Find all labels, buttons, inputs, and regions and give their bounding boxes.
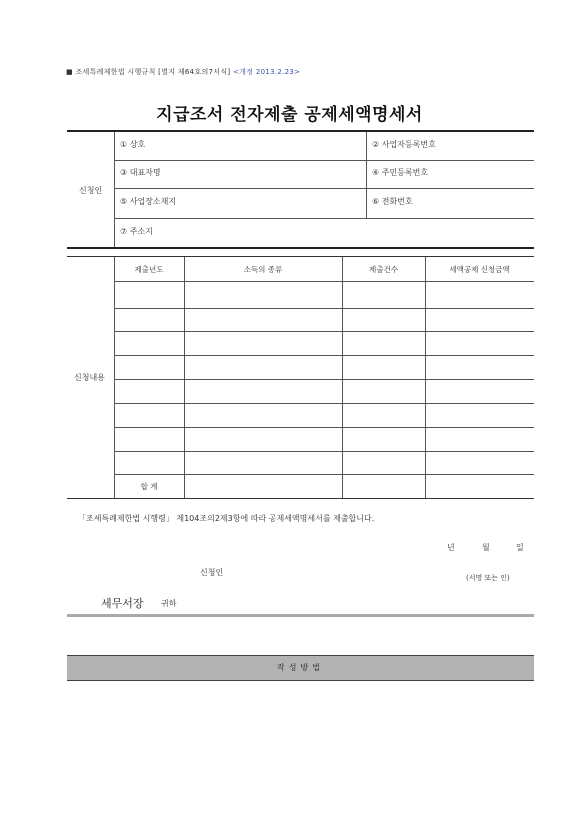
divider [425, 257, 426, 498]
sign-note: (서명 또는 인) [466, 574, 510, 582]
divider [114, 188, 534, 189]
divider [366, 132, 367, 219]
top-border [67, 130, 534, 132]
divider [184, 257, 185, 498]
divider [114, 218, 534, 219]
table-row [114, 308, 534, 309]
business-address-field[interactable]: ⑤ 사업장소재지 [120, 197, 177, 206]
divider [342, 257, 343, 498]
form-reference: 조세특례제한법 시행규칙 [별지 제64호의7서식] [75, 68, 231, 76]
column-header-count: 제출건수 [369, 265, 398, 274]
table-row [114, 474, 534, 475]
applicant-label: 신청인 [79, 186, 103, 195]
tax-office-label: 세무서장 [101, 597, 144, 610]
amendment-link[interactable]: <개정 2013.2.23> [233, 68, 301, 76]
column-header-income-type: 소득의 종류 [243, 265, 283, 274]
table-row [114, 281, 534, 282]
phone-number-field[interactable]: ⑥ 전화번호 [372, 197, 413, 206]
table-row [114, 427, 534, 428]
date-year[interactable]: 년 [447, 543, 455, 552]
business-reg-number-field[interactable]: ② 사업자등록번호 [372, 140, 436, 149]
total-label: 합 계 [140, 482, 158, 491]
table-row [114, 331, 534, 332]
details-label: 신청내용 [74, 373, 105, 382]
section-border [67, 498, 534, 499]
applicant-signature-label: 신청인 [200, 568, 224, 577]
divider [114, 257, 115, 498]
date-month[interactable]: 월 [482, 543, 490, 552]
section-divider [67, 614, 534, 617]
table-row [114, 379, 534, 380]
declaration-text: 「조세특례제한법 시행령」 제104조의2제3항에 따라 공제세액명세서를 제출합니다. [78, 514, 375, 523]
business-name-field[interactable]: ① 상호 [120, 140, 146, 149]
section-border [67, 247, 534, 249]
date-day[interactable]: 일 [516, 543, 524, 552]
home-address-field[interactable]: ⑦ 주소지 [120, 227, 153, 236]
representative-name-field[interactable]: ③ 대표자명 [120, 168, 161, 177]
section-border [67, 256, 534, 257]
table-row [114, 451, 534, 452]
table-row [114, 403, 534, 404]
page-title: 지급조서 전자제출 공제세액명세서 [156, 105, 423, 125]
divider [114, 132, 115, 247]
table-row [114, 355, 534, 356]
form-reference-header [66, 67, 300, 77]
column-header-year: 제출년도 [134, 265, 164, 274]
column-header-credit-amount: 세액공제 신청금액 [449, 265, 510, 274]
resident-reg-number-field[interactable]: ④ 주민등록번호 [372, 168, 429, 177]
divider [114, 160, 534, 161]
honorific: 귀하 [161, 599, 177, 608]
bullet-icon: ■ [66, 68, 73, 76]
instructions-header [67, 655, 534, 681]
instructions-title: 작성방법 [277, 663, 324, 672]
